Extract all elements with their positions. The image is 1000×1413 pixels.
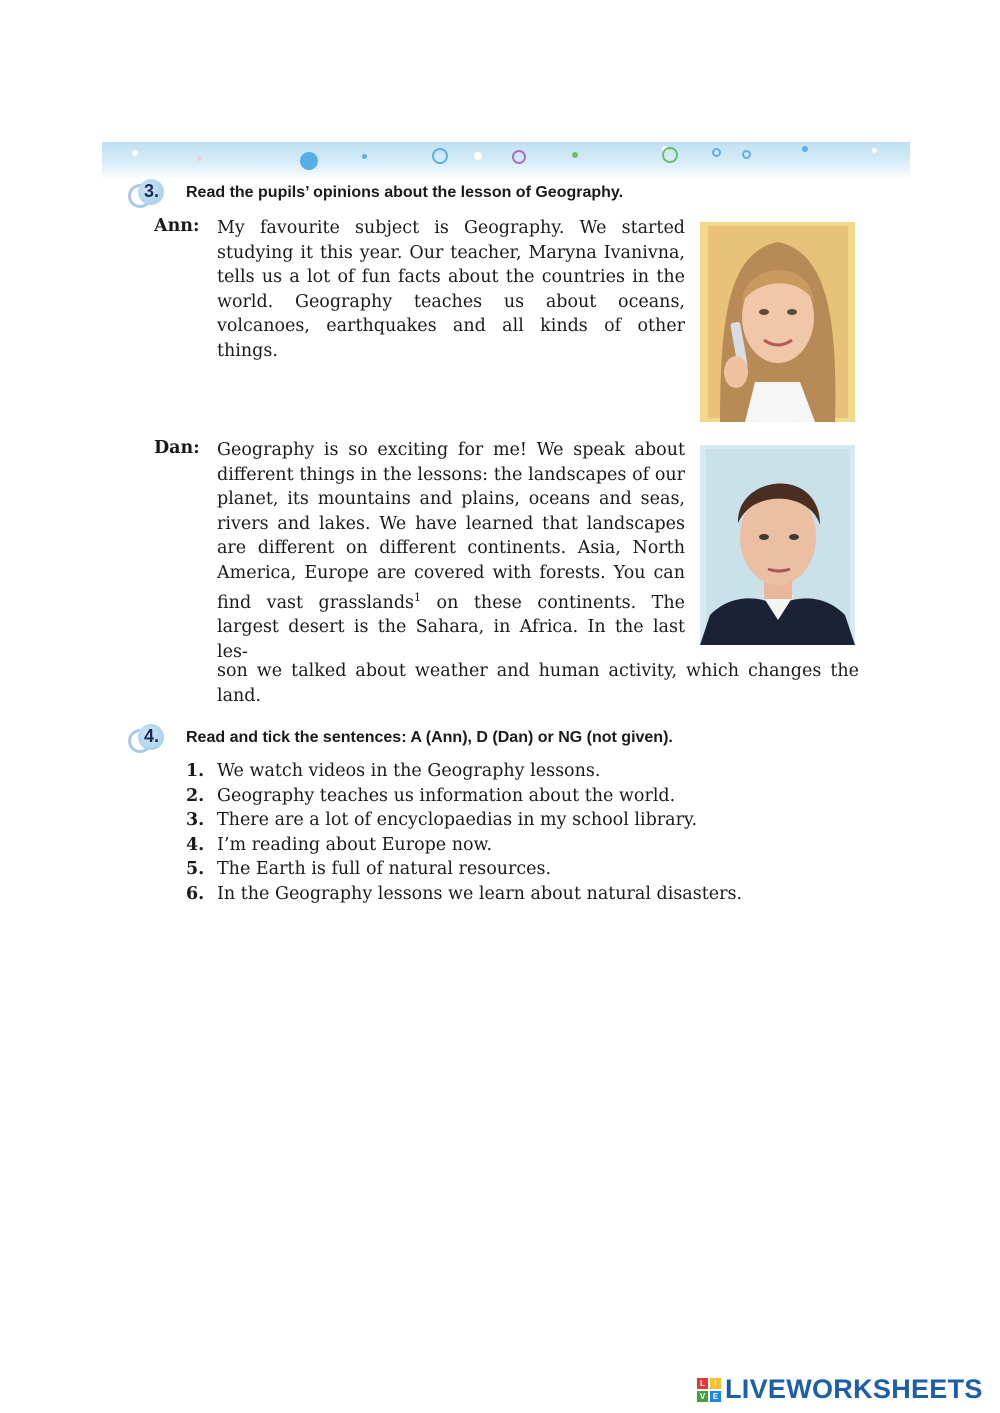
exercise-3-number: 3. bbox=[144, 181, 160, 201]
logo-mark-letter: L bbox=[697, 1378, 708, 1389]
list-item bbox=[186, 857, 742, 882]
header-banner bbox=[102, 142, 910, 180]
dan-text-part2: on these continents. The largest desert is the Sahara, in Africa. In the last les- bbox=[217, 592, 685, 662]
dan-text-part1: Geography is so exciting for me! We speak about different things in the lessons: the landscapes of our planet, its mountains and plains, oceans and seas, rivers and lakes. We have learned that landscapes are different on different continents. Asia, North America, Europe are covered with forests. You can find vast grasslands bbox=[217, 440, 685, 613]
sentence-text: There are a lot of encyclopaedias in my school library. bbox=[217, 810, 698, 831]
exercise-4-heading bbox=[128, 723, 673, 753]
logo-mark-letter: I bbox=[710, 1378, 721, 1389]
footnote-mark: 1 bbox=[414, 590, 422, 604]
list-item bbox=[186, 808, 742, 833]
sentence-text: The Earth is full of natural resources. bbox=[217, 859, 552, 880]
logo-text: LIVEWORKSHEETS bbox=[725, 1374, 983, 1404]
sentence-number: 6. bbox=[186, 883, 205, 904]
sentence-list bbox=[186, 759, 742, 907]
exercise-4-instruction: Read and tick the sentences: A (Ann), D (Dan) or NG (not given). bbox=[186, 729, 673, 746]
exercise-3-instruction: Read the pupils’ opinions about the lesson of Geography. bbox=[186, 184, 624, 201]
dan-opinion-text-continued: son we talked about weather and human activity, which changes the land. bbox=[217, 661, 859, 706]
sentence-number: 3. bbox=[186, 810, 205, 831]
list-item bbox=[186, 882, 742, 907]
dan-opinion-text bbox=[217, 438, 685, 664]
ann-opinion-text: My favourite subject is Geography. We started studying it this year. Our teacher, Maryna Ivanivna, tells us a lot of fun facts about the countries in the world. Geography teaches us about oceans, volcanoes, earthquakes and all kinds of other things. bbox=[217, 218, 685, 361]
speaker-ann: Ann: bbox=[154, 216, 200, 236]
speaker-dan: Dan: bbox=[154, 438, 200, 458]
logo-mark-letter: V bbox=[697, 1391, 708, 1402]
dan-photo bbox=[700, 445, 855, 645]
sentence-text: In the Geography lessons we learn about natural disasters. bbox=[217, 883, 743, 904]
sentence-text: Geography teaches us information about the world. bbox=[217, 785, 676, 806]
logo-mark-letter: E bbox=[710, 1391, 721, 1402]
exercise-3-heading bbox=[128, 178, 623, 208]
sentence-number: 1. bbox=[186, 761, 205, 781]
exercise-badge-icon bbox=[128, 723, 180, 753]
list-item bbox=[186, 833, 742, 858]
exercise-badge-icon bbox=[128, 178, 180, 208]
liveworksheets-logo[interactable] bbox=[697, 1374, 983, 1405]
sentence-number: 5. bbox=[186, 859, 205, 880]
ann-photo bbox=[700, 222, 855, 422]
sentence-number: 2. bbox=[186, 785, 205, 806]
sentence-number: 4. bbox=[186, 834, 205, 855]
list-item bbox=[186, 784, 742, 809]
list-item bbox=[186, 759, 742, 784]
sentence-text: We watch videos in the Geography lessons. bbox=[217, 761, 601, 781]
sentence-text: I’m reading about Europe now. bbox=[217, 834, 493, 855]
liveworksheets-logo-icon bbox=[697, 1378, 721, 1402]
exercise-4-number: 4. bbox=[144, 726, 160, 746]
